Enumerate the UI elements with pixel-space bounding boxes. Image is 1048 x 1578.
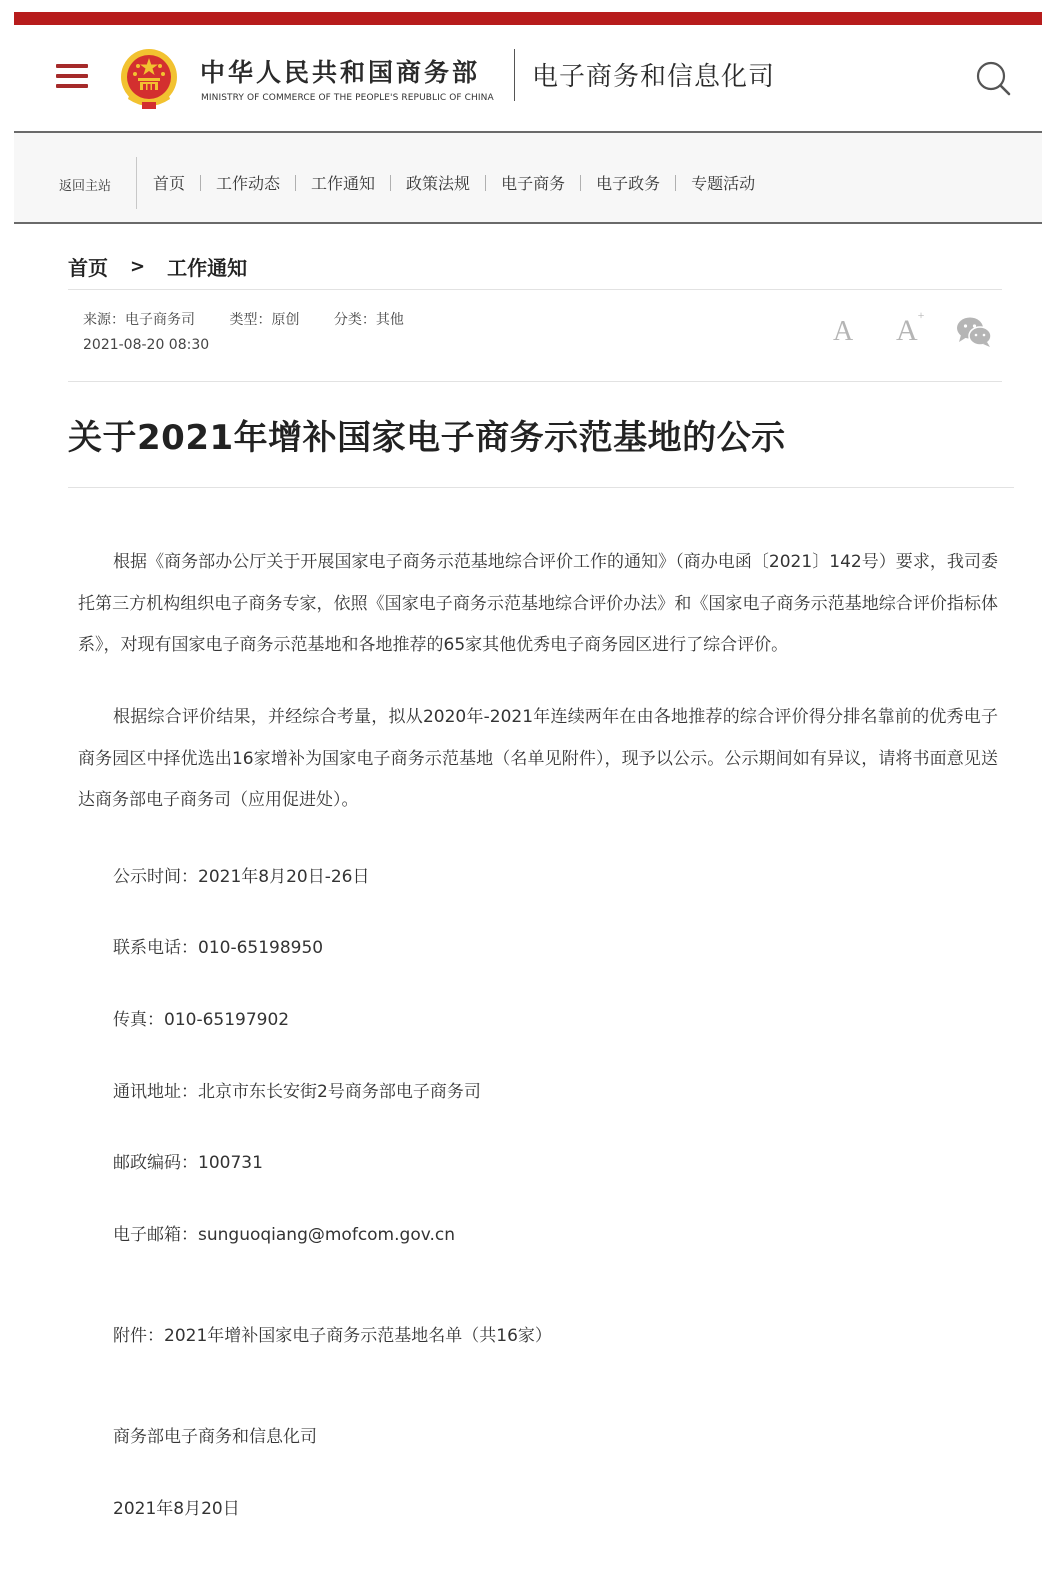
nav-menu [153, 171, 755, 194]
divider-line [68, 487, 1014, 488]
font-small-label: A [833, 316, 854, 347]
site-header [14, 25, 1042, 133]
hamburger-menu-icon[interactable] [56, 63, 90, 89]
meta-category: 分类：其他 [333, 312, 404, 328]
font-size-large-button[interactable] [896, 308, 925, 348]
nav-item-work-news[interactable]: 工作动态 [216, 174, 281, 193]
breadcrumb-separator: > [130, 256, 146, 277]
breadcrumb [68, 252, 247, 281]
nav-return-home-link[interactable]: 返回主站 [59, 179, 112, 194]
nav-item-home[interactable]: 首页 [153, 174, 186, 193]
header-divider [514, 49, 515, 101]
department-name: 电子商务和信息化司 [532, 62, 776, 92]
contact-fax: 传真：010-65197902 [113, 1010, 290, 1030]
signature-department: 商务部电子商务和信息化司 [113, 1427, 317, 1447]
breadcrumb-current[interactable]: 工作通知 [167, 256, 248, 280]
article-meta [83, 309, 434, 329]
font-large-plus: + [917, 308, 925, 322]
contact-phone: 联系电话：010-65198950 [113, 938, 324, 958]
nav-separator [295, 175, 296, 191]
nav-item-special-events[interactable]: 专题活动 [691, 174, 756, 193]
divider-line [68, 289, 1002, 290]
nav-separator [485, 175, 486, 191]
nav-item-work-notices[interactable]: 工作通知 [311, 174, 376, 193]
nav-divider [136, 157, 137, 209]
national-emblem-icon [118, 47, 180, 111]
notice-period: 公示时间：2021年8月20日-26日 [113, 867, 370, 887]
main-nav-bar [14, 133, 1042, 224]
body-paragraph-1: 根据《商务部办公厅关于开展国家电子商务示范基地综合评价工作的通知》（商办电函〔2021〕142号）要求，我司委托第三方机构组织电子商务专家，依照《国家电子商务示范基地综合评价办法》和《国家电子商务示范基地综合评价指标体系》，对现有国家电子商务示范基地和各地推荐的65家其他优秀电子商务园区进行了综合评价。 [78, 552, 998, 655]
nav-separator [200, 175, 201, 191]
nav-separator [390, 175, 391, 191]
divider-line [68, 381, 1002, 382]
font-size-small-button[interactable] [833, 316, 853, 348]
breadcrumb-home-link[interactable]: 首页 [68, 256, 108, 280]
wechat-share-icon[interactable] [956, 316, 992, 348]
top-red-band [14, 12, 1042, 25]
nav-item-e-government[interactable]: 电子政务 [596, 174, 661, 193]
article-title: 关于2021年增补国家电子商务示范基地的公示 [68, 418, 786, 458]
body-paragraph-2: 根据综合评价结果，并经综合考量，拟从2020年-2021年连续两年在由各地推荐的综合评价得分排名靠前的优秀电子商务园区中择优选出16家增补为国家电子商务示范基地（名单见附件），现予以公示。公示期间如有异议，请将书面意见送达商务部电子商务司（应用促进处）。 [78, 707, 998, 810]
meta-source: 来源：电子商务司 [83, 312, 195, 328]
font-large-label: A [896, 314, 918, 347]
ministry-name-cn: 中华人民共和国商务部 [200, 58, 481, 87]
meta-type: 类型：原创 [229, 312, 300, 328]
nav-item-e-commerce[interactable]: 电子商务 [501, 174, 566, 193]
contact-address: 通讯地址：北京市东长安街2号商务部电子商务司 [113, 1082, 481, 1102]
contact-email: 电子邮箱：sunguoqiang@mofcom.gov.cn [113, 1225, 455, 1245]
search-icon[interactable] [974, 59, 1014, 99]
publish-date: 2021-08-20 08:30 [83, 337, 210, 353]
signature-date: 2021年8月20日 [113, 1499, 240, 1519]
attachment-link[interactable]: 附件：2021年增补国家电子商务示范基地名单（共16家） [113, 1326, 552, 1346]
ministry-name-en: MINISTRY OF COMMERCE OF THE PEOPLE'S REPUBLIC OF CHINA [201, 93, 494, 103]
nav-item-policies[interactable]: 政策法规 [406, 174, 471, 193]
contact-postcode: 邮政编码：100731 [113, 1153, 263, 1173]
nav-separator [675, 175, 676, 191]
nav-separator [580, 175, 581, 191]
